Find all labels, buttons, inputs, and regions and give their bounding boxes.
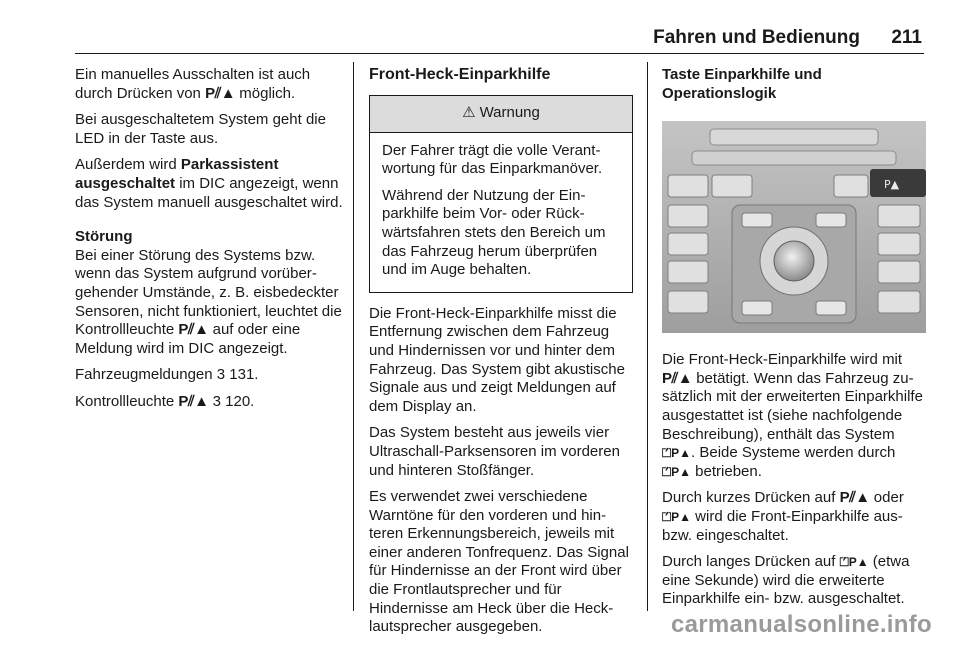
paragraph: Durch langes Drücken auf ⏍P▲ (etwa eine Sekunde) wird die erweiterte Einparkhilfe ein- bzw. ausgeschaltet.: [662, 553, 910, 608]
advanced-park-assist-icon: ⏍P▲: [662, 509, 692, 524]
park-assist-icon: P⫽▲: [662, 369, 693, 387]
section-title: Front-Heck-Einparkhilfe: [369, 66, 551, 83]
console-illustration: [662, 121, 926, 333]
header-divider: [75, 53, 924, 54]
warning-label: Warnung: [479, 104, 540, 122]
advanced-park-assist-icon: ⏍P▲: [839, 555, 869, 570]
paragraph: Durch kurzes Drücken auf P⫽▲ oder ⏍P▲ wird die Front-Einparkhilfe aus- bzw. eingeschaltet.: [662, 489, 904, 544]
page-title: Fahren und Bedienung: [653, 27, 860, 48]
column-middle: [369, 66, 633, 645]
paragraph: Außerdem wird Parkassistent ausgeschaltet im DIC angezeigt, wenn das System manuell ausgeschaltet wird.: [75, 156, 343, 211]
reference-arrow-icon: 3: [212, 392, 221, 410]
site-watermark: carmanualsonline.info: [670, 611, 932, 638]
reference-arrow-icon: 3: [216, 366, 226, 384]
cross-reference: Kontrollleuchte P⫽▲ 3 120.: [75, 392, 255, 410]
advanced-park-assist-icon: ⏍P▲: [662, 446, 692, 461]
paragraph: Die Front-Heck-Einparkhilfe misst die Entfernung zwischen dem Fahrzeug und Hindernissen vor und hinter dem Fahrzeug. Das System gibt akustische Signale aus und zeigt Meldungen auf dem Display an.: [369, 304, 625, 415]
park-assist-icon: P⫽▲: [178, 321, 209, 339]
warning-box: [369, 95, 633, 293]
column-divider: [647, 62, 648, 611]
column-left: [75, 66, 345, 420]
column-right: [662, 66, 926, 617]
page-header: [0, 0, 960, 56]
warning-body: [370, 133, 632, 292]
paragraph: Ein manuelles Ausschalten ist auch durch Drücken von P⫽▲ möglich.: [75, 66, 311, 102]
svg-text:P▲: P▲: [884, 178, 900, 192]
paragraph: Bei einer Störung des Systems bzw. wenn das System aufgrund vorübergehender Umstände, z. B. eisbedeckter Sensoren, nicht funktioniert, leuchtet die Kontrollleuchte P⫽▲ auf oder eine Meldung wird im DIC angezeigt.: [75, 246, 342, 357]
advanced-park-assist-icon: ⏍P▲: [662, 464, 692, 479]
park-assist-icon: P⫽▲: [178, 392, 209, 410]
paragraph: Das System besteht aus jeweils vier Ultraschall-Parksensoren im vorderen und hinteren Stoßfänger.: [369, 424, 620, 479]
paragraph: Es verwendet zwei verschiedene Warntöne für den vorderen und hinteren Erkennungsbereich, jeweils mit einer anderen Tonfrequenz. Das Signal für Hindernisse an der Front wird über die Frontlautsprecher und für Hindernisse am Heck über die Hecklautsprecher ausgegeben.: [369, 488, 629, 636]
paragraph: Bei ausgeschaltetem System geht die LED in der Taste aus.: [75, 111, 326, 147]
paragraph: Die Front-Heck-Einparkhilfe wird mit P⫽▲ betätigt. Wenn das Fahrzeug zusätzlich mit der erweiterten Einparkhilfe ausgestattet ist (siehe nachfolgende Beschreibung), enthält das System ⏍P▲. Beide Systeme werden durch ⏍P▲ betrieben.: [662, 351, 923, 480]
park-assist-icon: P⫽▲: [839, 489, 870, 507]
section-heading-fault: Störung: [75, 228, 133, 246]
cross-reference: Fahrzeugmeldungen 3 131.: [75, 366, 259, 384]
park-assist-icon: P⫽▲: [205, 84, 236, 102]
warning-icon: ⚠: [462, 104, 476, 122]
paragraph: Der Fahrer trägt die volle Verantwortung für das Einparkmanöver.: [382, 141, 603, 178]
paragraph: Während der Nutzung der Einparkhilfe beim Vor- oder Rückwärtsfahren stets den Bereich um das Fahrzeug herum überprüfen und im Auge behalten.: [382, 186, 606, 279]
page-number: 211: [891, 27, 922, 48]
warning-header: [370, 96, 632, 133]
section-title: Taste Einparkhilfe und Operationslogik: [662, 66, 822, 102]
column-divider: [353, 62, 354, 611]
console-photo: [662, 121, 926, 333]
